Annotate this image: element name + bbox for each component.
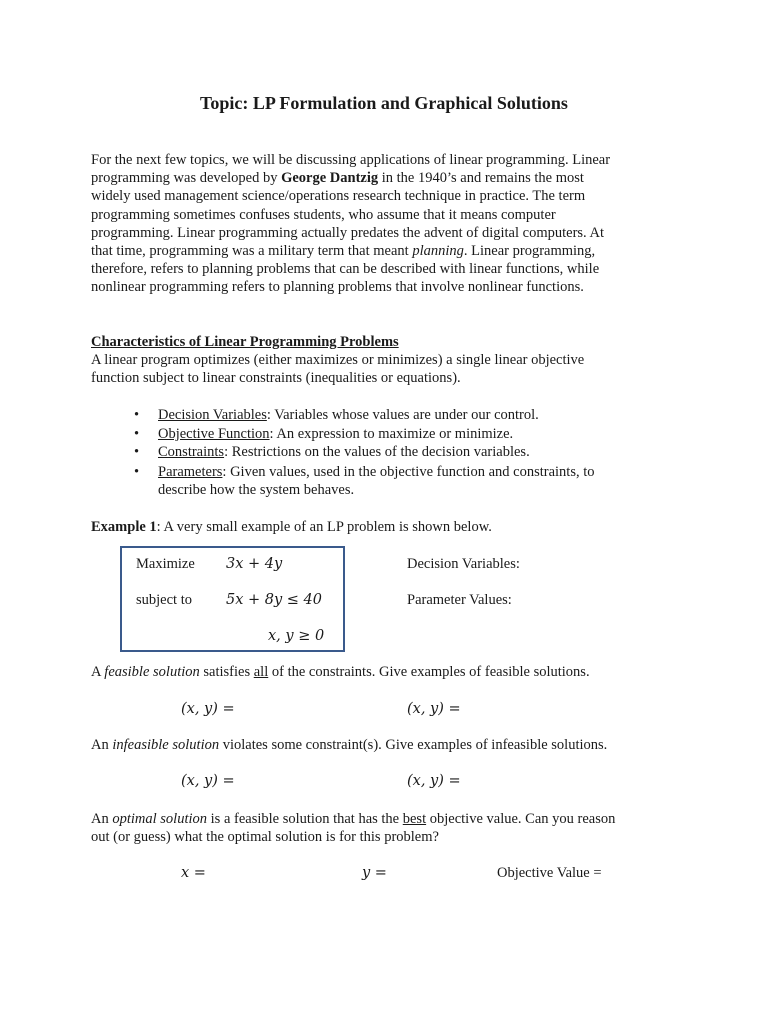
x-answer-label: x = [181,865,206,881]
intro-paragraph [91,151,691,297]
nonnegativity-constraint: x, y ≥ 0 [268,628,325,644]
intro-line: widely used management science/operations research technique in practice. The term [91,188,586,205]
page-title: Topic: LP Formulation and Graphical Solutions [200,93,568,113]
bullet-dot: • [134,407,140,423]
list-item: Parameters: Given values, used in the objective function and constraints, to [158,464,595,480]
parameter-values-label: Parameter Values: [407,592,512,608]
optimal-paragraph [91,810,691,846]
infeasible-sentence: An infeasible solution violates some constraint(s). Give examples of infeasible solutions. [91,737,608,753]
list-item: Decision Variables: Variables whose values are under our control. [158,407,539,423]
feasible-pair-2: (x, y) = [407,701,461,717]
intro-line: programming. Linear programming actually predates the advent of digital computers. At [91,224,604,241]
feasible-sentence: A feasible solution satisfies all of the constraints. Give examples of feasible solutions. [91,664,590,680]
intro-line: nonlinear programming refers to planning problems that involve nonlinear functions. [91,279,584,296]
bullet-dot: • [134,464,140,480]
example-label: Example 1 [91,519,157,535]
optimal-line: out (or guess) what the optimal solution is for this problem? [91,829,439,846]
maximize-label: Maximize [136,556,195,572]
intro-line: therefore, refers to planning problems that can be described with linear functions, while [91,261,600,278]
list-item-continuation: describe how the system behaves. [158,482,355,498]
intro-line: that time, programming was a military term that meant planning. Linear programming, [91,243,596,260]
characteristics-line: A linear program optimizes (either maximizes or minimizes) a single linear objective [91,352,585,369]
bullet-dot: • [134,444,140,460]
characteristics-line: function subject to linear constraints (inequalities or equations). [91,370,461,387]
list-item: Constraints: Restrictions on the values of the decision variables. [158,444,530,460]
infeasible-pair-2: (x, y) = [407,773,461,789]
feasible-pair-1: (x, y) = [181,701,235,717]
example-intro: Example 1: A very small example of an LP problem is shown below. [91,519,492,535]
constraint-expression: 5x + 8y ≤ 40 [226,592,323,608]
planning-term: planning [412,243,464,260]
objective-value-label: Objective Value = [497,865,602,881]
subject-to-label: subject to [136,592,192,608]
objective-function: 3x + 4y [226,556,283,572]
intro-line: For the next few topics, we will be discussing applications of linear programming. Linear [91,152,611,168]
list-item: Objective Function: An expression to maximize or minimize. [158,426,514,442]
characteristics-heading: Characteristics of Linear Programming Problems [91,334,399,350]
intro-line: programming was developed by George Dantzig in the 1940’s and remains the most [91,170,584,187]
characteristics-section [91,333,691,388]
optimal-line: An optimal solution is a feasible solution that has the best objective value. Can you reason [91,811,616,827]
decision-variables-label: Decision Variables: [407,556,520,572]
intro-line: programming sometimes confuses students, who assume that it means computer [91,206,556,223]
bullet-dot: • [134,426,140,442]
infeasible-pair-1: (x, y) = [181,773,235,789]
y-answer-label: y = [362,865,387,881]
dantzig-name: George Dantzig [281,170,379,187]
